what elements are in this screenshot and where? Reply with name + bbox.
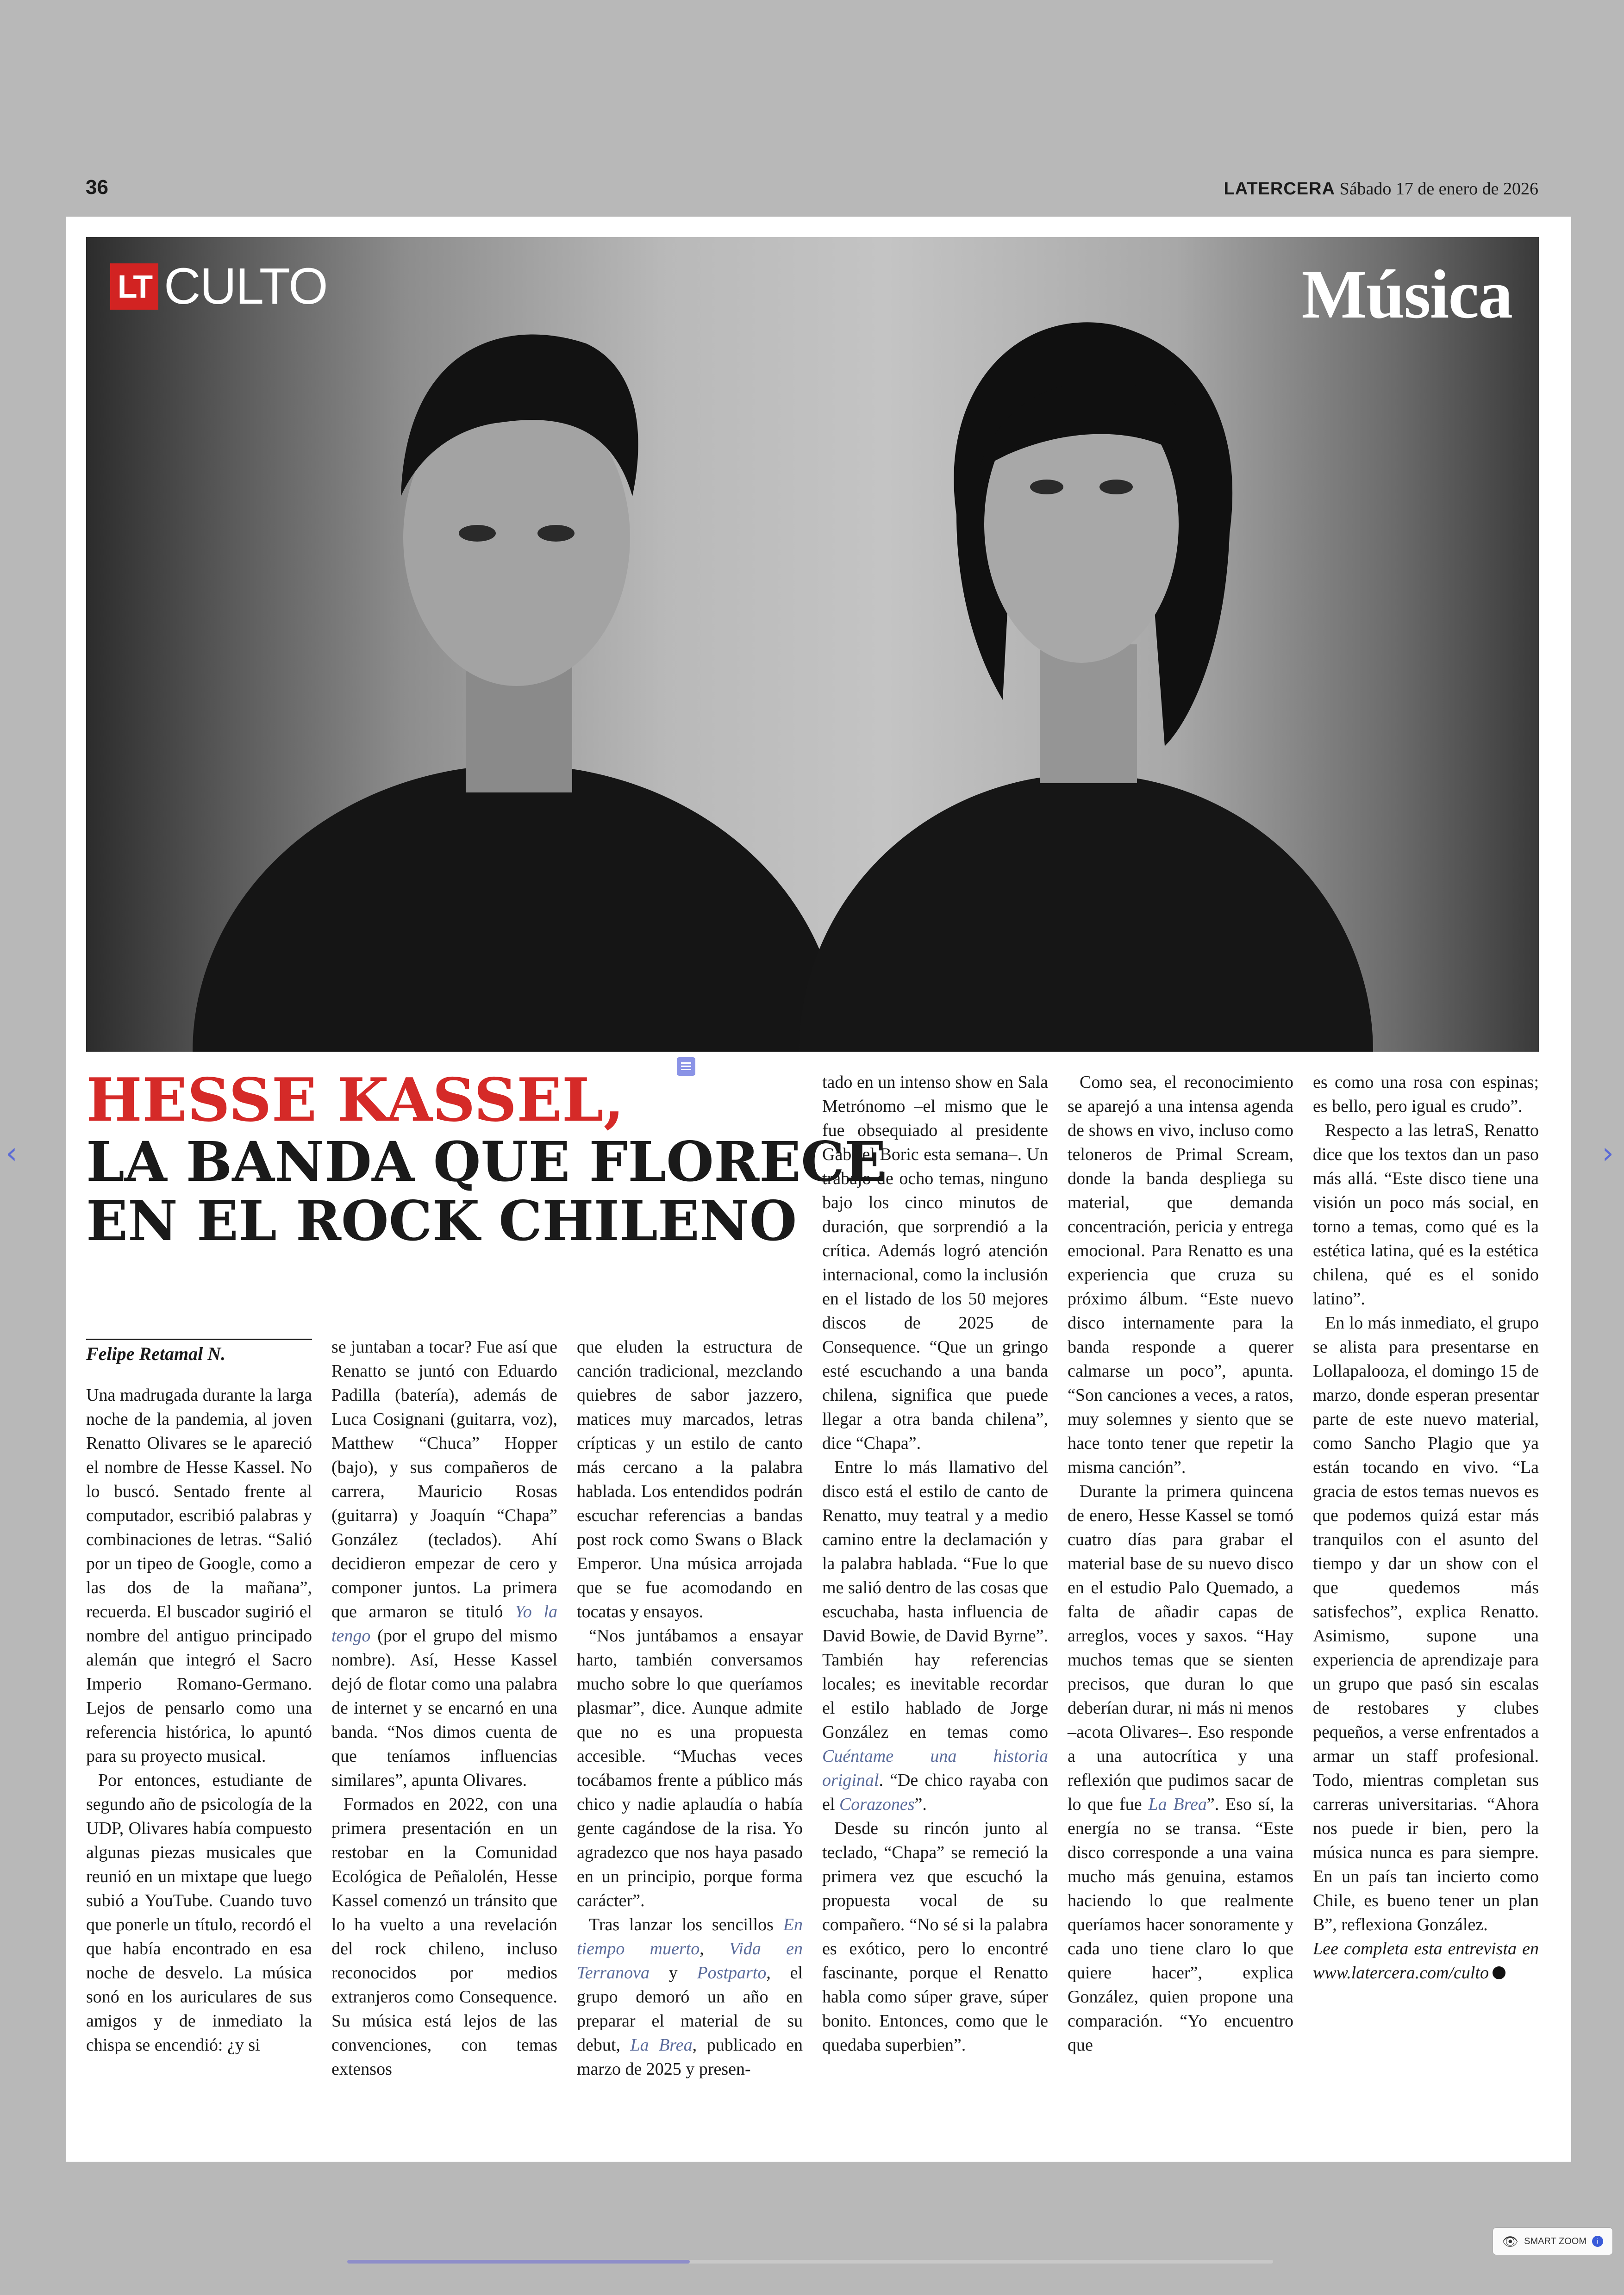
- masthead-brand: LATERCERA: [1224, 179, 1335, 199]
- section-label: Música: [1301, 256, 1512, 333]
- song-title: En tiempo muerto: [577, 1915, 803, 1958]
- article-column-4: [822, 1070, 1048, 2057]
- paragraph: “Nos juntábamos a ensayar harto, también conversamos mucho sobre lo que queríamos plasmar”, dice. Aunque admite que no es una propuesta accesible. “Muchas veces tocábamos frente a público más chico y nadie aplaudía o había gente cagándose de la risa. Yo agradezco que nos haya pasado en un principio, porque forma carácter”.: [577, 1626, 803, 1910]
- masthead-date: Sábado 17 de enero de 2026: [1339, 179, 1538, 199]
- album-title: Corazones: [839, 1795, 915, 1814]
- article-column-2: [331, 1335, 557, 2081]
- article-column-6: [1313, 1070, 1539, 1985]
- paragraph: es como una rosa con espinas; es bello, pero igual es crudo”.: [1313, 1073, 1539, 1116]
- paragraph: tado en un intenso show en Sala Metrónomo –el mismo que le fue obsequiado al presidente Gabriel Boric esta semana–. Un trabajo de ocho temas, ninguno bajo los cinco minutos de duración, que sorprendió a la crítica. Además logró atención internacional, como la inclusión en el listado de los 50 mejores discos de 2025 de Consequence. “Que un gringo esté escuchando a una banda chilena, significa que puede llegar a otra banda chilena”, dice “Chapa”.: [822, 1073, 1048, 1453]
- paragraph: En lo más inmediato, el grupo se alista para presentarse en Lollapalooza, el domingo 15 de marzo, donde esperan presentar parte de este nuevo material, como Sancho Plagio que ya están tocando en vivo. “La gracia de estos temas nuevos es que podemos quizá estar más tranquilos con el asunto del tiempo y dar un show con el que quedemos más satisfechos”, explica Renatto. Asimismo, supone una experiencia de aprendizaje para un grupo que pasó sin escalas de restobares y clubes pequeños, a verse enfrentados a armar un staff profesional. Todo, mientras completan sus carreras universitarias. “Ahora nos puede ir bien, pero la música nunca es para siempre. En un país tan incierto como Chile, es bueno tener un plan B”, reflexiona González.: [1313, 1313, 1539, 1934]
- page-number: 36: [86, 176, 108, 199]
- byline: Felipe Retamal N.: [86, 1339, 312, 1365]
- paragraph: que eluden la estructura de canción tradicional, mezclando quiebres de sabor jazzero, matices muy marcados, letras crípticas y un estilo de canto más cercano a la palabra hablada. Los entendidos podrán escuchar referencias a bandas post rock como Swans o Black Emperor. Una música arrojada que se fue acomodando en tocatas y ensayos.: [577, 1337, 803, 1621]
- paragraph: Una madrugada durante la larga noche de la pandemia, al joven Renatto Olivares se le apareció el nombre de Hesse Kassel. No lo buscó. Sentado frente al computador, escribió palabras y combinaciones de letras. “Salió por un tipeo de Google, como a las dos de la mañana”, recuerda. El buscador sugirió el nombre del antiguo principado alemán que integró el Sacro Imperio Romano-Germano. Lejos de pensarlo como una referencia histórica, lo apuntó para su proyecto musical.: [86, 1385, 312, 1766]
- paragraph: Formados en 2022, con una primera presentación en un restobar en la Comunidad Ecológica de Peñalolén, Hesse Kassel comenzó un tránsito que lo ha vuelto a una revelación del rock chileno, incluso reconocidos por medios extranjeros como Consequence. Su música está lejos de las convenciones, con temas extensos: [331, 1795, 557, 2079]
- paragraph: se juntaban a tocar? Fue así que Renatto se juntó con Eduardo Padilla (batería), además de Luca Cosignani (guitarra, voz), Matthew “Chuca” Hopper (bajo), y sus compañeros de carrera, Mauricio Rosas (guitarra) y Joaquín “Chapa” González (teclados). Ahí decidieron empezar de cero y componer juntos. La primera que armaron se tituló Yo la tengo (por el grupo del mismo nombre). Así, Hesse Kassel dejó de flotar como una palabra de internet y se encarnó en una banda. “Nos dimos cuenta de que teníamos influencias similares”, apunta Olivares.: [331, 1337, 557, 1790]
- article-column-3: [577, 1335, 803, 2081]
- headline-line-1: HESSE KASSEL,: [86, 1066, 625, 1135]
- page-progress-fill: [347, 2260, 690, 2264]
- end-mark-icon: [1493, 1966, 1505, 1979]
- lt-culto-logo: [110, 258, 327, 315]
- paragraph: Durante la primera quincena de enero, Hesse Kassel se tomó cuatro días para grabar el material base de su nuevo disco en el estudio Palo Quemado, a falta de añadir capas de arreglos, voces y saxos. “Hay muchos temas que se sienten precisos, que duran lo que deberían durar, ni más ni menos –acota Olivares–. Eso responde a una autocrítica y una reflexión que pudimos sacar de lo que fue La Brea”. Eso sí, la energía no se transa. “Este disco corresponde a una vaina mucho más genuina, estamos haciendo lo que realmente queríamos hacer sonoramente y cada uno tiene claro lo que quiere hacer”, explica González, quien propone una comparación. “Yo encuentro que: [1068, 1482, 1293, 2055]
- headline: [86, 1066, 886, 1253]
- paragraph: Entre lo más llamativo del disco está el estilo de canto de Renatto, muy teatral y a medio camino entre la declamación y la palabra hablada. “Fue lo que me salió dentro de las cosas que escuchaba, hasta influencia de David Bowie, de David Byrne”. También hay referencias locales; es inevitable recordar el estilo hablado de Jorge González en temas como Cuéntame una historia original. “De chico rayaba con el Corazones”.: [822, 1458, 1048, 1814]
- album-title: La Brea: [1148, 1795, 1207, 1814]
- song-title: Cuéntame una historia original: [822, 1746, 1048, 1790]
- lt-logo-box: LT: [110, 263, 158, 310]
- eye-icon: 👁: [1502, 2234, 1519, 2249]
- read-more-note: Lee completa esta entrevista en www.latercera.com/culto: [1313, 1939, 1539, 1983]
- paragraph: Desde su rincón junto al teclado, “Chapa” se remeció la primera vez que escuchó la propuesta vocal de su compañero. “No sé si la palabra es exótico, pero lo encontré fascinante, porque el Renatto habla como súper grave, súper bonito. Entonces, como que le quedaba superbien”.: [822, 1819, 1048, 2055]
- paragraph: Respecto a las letraS, Renatto dice que los textos dan un paso más allá. “Este disco tiene una visión un poco más social, en torno a temas, como qué es la estética latina, qué es la estética chilena, qué es el sonido latino”.: [1313, 1121, 1539, 1309]
- paragraph: Como sea, el reconocimiento se aparejó a una intensa agenda de shows en vivo, incluso como teloneros de Primal Scream, donde la banda despliega su material, que demanda concentración, pericia y entrega emocional. Para Renatto es una experiencia que cruza su próximo álbum. “Este nuevo disco internamente para la banda responde a querer calmarse un poco”, apunta. “Son canciones a veces, a ratos, muy solemnes y siento que se hace tonto tener que repetir la misma canción”.: [1068, 1073, 1293, 1477]
- culto-logo-text: CULTO: [164, 258, 327, 315]
- smart-zoom-button[interactable]: [1493, 2227, 1613, 2255]
- read-more-link[interactable]: www.latercera.com/culto: [1313, 1963, 1489, 1983]
- page-progress-bar[interactable]: [347, 2260, 1273, 2264]
- headline-line-3: EN EL ROCK CHILENO: [86, 1188, 797, 1253]
- page-header: [86, 176, 1538, 204]
- newspaper-page: [66, 217, 1571, 2162]
- masthead: [1224, 179, 1538, 199]
- smart-zoom-label: SMART ZOOM: [1524, 2236, 1587, 2246]
- band-photo-illustration: [86, 237, 1539, 1052]
- paragraph: Por entonces, estudiante de segundo año de psicología de la UDP, Olivares había compuesto algunas piezas musicales que reunió en un mixtape que luego subió a YouTube. Cuando tuvo que ponerle un título, recordó el que había encontrado en esa noche de desvelo. La música sonó en los auriculares de sus amigos y de inmediato la chispa se encendió: ¿y si: [86, 1771, 312, 2055]
- next-page-arrow-icon[interactable]: ›: [1602, 1136, 1614, 1171]
- article-column-5: [1068, 1070, 1293, 2057]
- headline-line-2: LA BANDA QUE FLORECE: [86, 1129, 886, 1194]
- previous-page-arrow-icon[interactable]: ‹: [6, 1136, 18, 1171]
- song-title: Postparto: [697, 1963, 767, 1983]
- album-title: La Brea: [630, 2035, 693, 2055]
- info-badge-icon: i: [1592, 2236, 1603, 2247]
- band-photo: [86, 237, 1539, 1052]
- song-title: Yo la tengo: [331, 1602, 557, 1646]
- song-title: Vida en Terranova: [577, 1939, 803, 1983]
- paragraph: Tras lanzar los sencillos En tiempo muerto, Vida en Terranova y Postparto, el grupo demoró un año en preparar el material de su debut, La Brea, publicado en marzo de 2025 y presen-: [577, 1915, 803, 2079]
- article-column-1: [86, 1383, 312, 2057]
